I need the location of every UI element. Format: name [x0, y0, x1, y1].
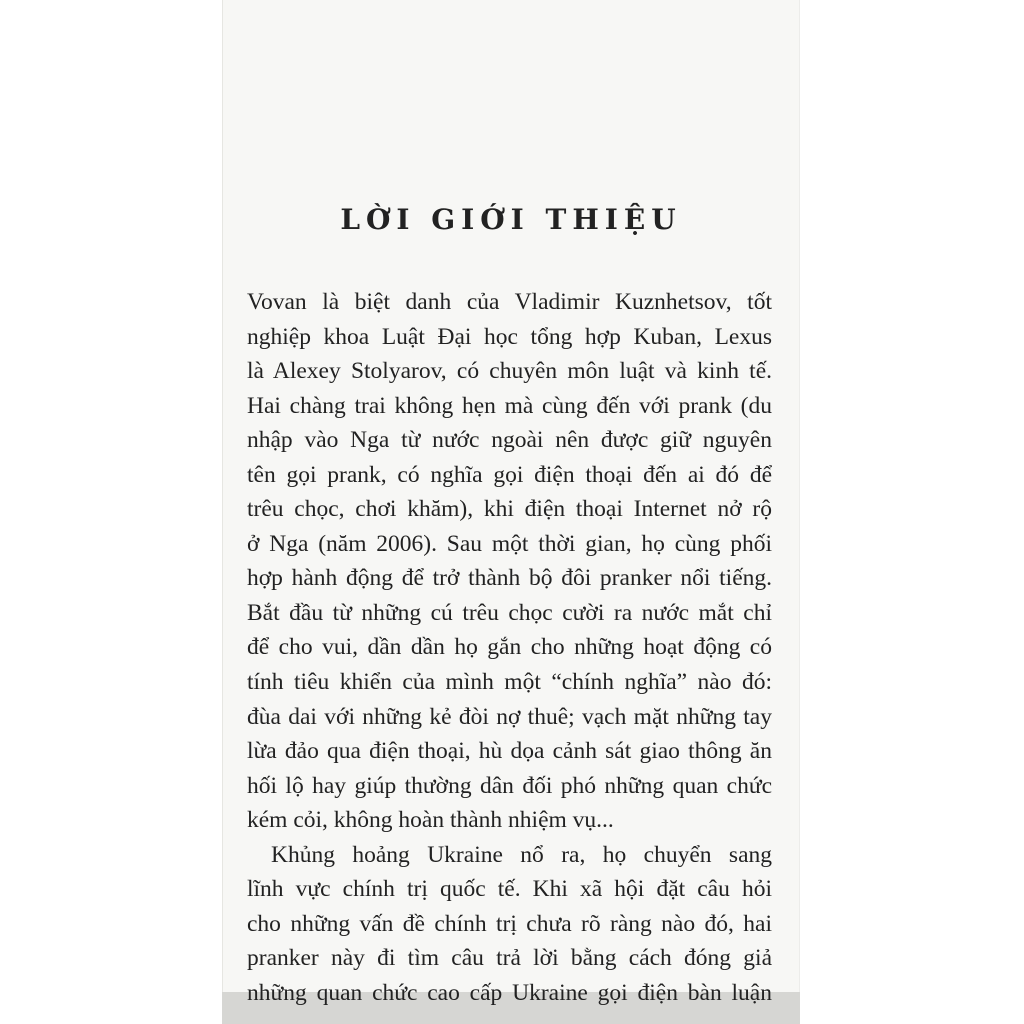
text-line: kém cỏi, không hoàn thành nhiệm vụ... — [247, 807, 614, 834]
text-line: Khủng hoảng Ukraine nổ ra, họ chuyển sang — [271, 841, 772, 868]
text-line: hợp hành động để trở thành bộ đôi pranker nổi tiếng. — [247, 565, 772, 592]
text-line: để cho vui, dần dần họ gắn cho những hoạt động có — [247, 634, 772, 661]
text-line: hối lộ hay giúp thường dân đối phó những quan chức — [247, 772, 772, 799]
text-line: lĩnh vực chính trị quốc tế. Khi xã hội đặt câu hỏi — [247, 876, 772, 903]
text-line: lừa đảo qua điện thoại, hù dọa cảnh sát giao thông ăn — [247, 738, 772, 765]
text-line: Bắt đầu từ những cú trêu chọc cười ra nước mắt chỉ — [247, 599, 772, 626]
text-line: tên gọi prank, có nghĩa gọi điện thoại đến ai đó để — [247, 461, 772, 488]
text-line: ở Nga (năm 2006). Sau một thời gian, họ cùng phối — [247, 530, 772, 557]
paragraph-2 — [247, 838, 772, 1011]
text-line: pranker này đi tìm câu trả lời bằng cách đóng giả — [247, 945, 772, 972]
text-line: cho những vấn đề chính trị chưa rõ ràng nào đó, hai — [247, 910, 772, 937]
body-text — [247, 285, 772, 1010]
paragraph-1 — [247, 285, 772, 838]
text-line: tính tiêu khiển của mình một “chính nghĩa” nào đó: — [247, 669, 772, 696]
text-line: đùa dai với những kẻ đòi nợ thuê; vạch mặt những tay — [247, 703, 772, 730]
text-line: nhập vào Nga từ nước ngoài nên được giữ nguyên — [247, 427, 772, 454]
text-line: là Alexey Stolyarov, có chuyên môn luật và kinh tế. — [247, 358, 772, 385]
text-line: Hai chàng trai không hẹn mà cùng đến với prank (du — [247, 392, 772, 419]
text-line: những quan chức cao cấp Ukraine gọi điện bàn luận — [247, 979, 772, 1006]
chapter-heading: LỜI GIỚI THIỆU — [340, 202, 682, 236]
text-line: nghiệp khoa Luật Đại học tổng hợp Kuban, Lexus — [247, 323, 772, 350]
text-line: trêu chọc, chơi khăm), khi điện thoại Internet nở rộ — [247, 496, 772, 523]
text-line: Vovan là biệt danh của Vladimir Kuznhetsov, tốt — [247, 289, 772, 315]
